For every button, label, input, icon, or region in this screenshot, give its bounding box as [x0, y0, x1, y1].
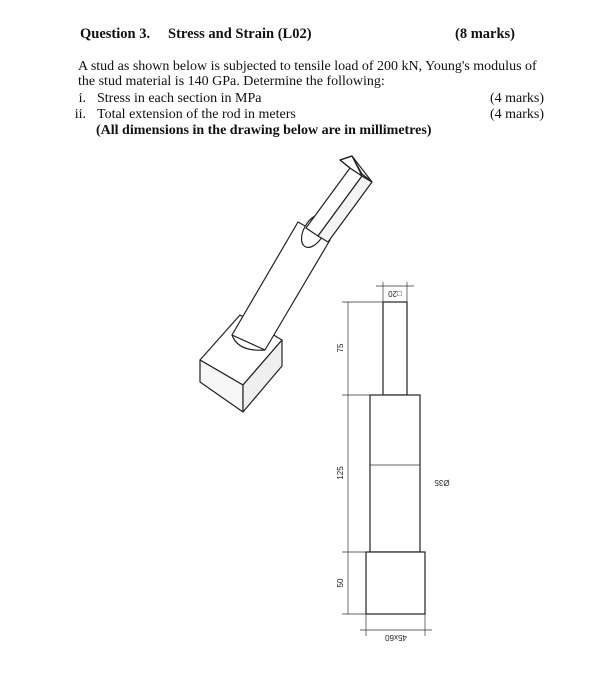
problem-line-1: A stud as shown below is subjected to tensile load of 200 kN, Young's modulus of [78, 59, 537, 74]
dim-diameter-middle: Ø35 [434, 478, 450, 487]
dim-top-square: □20 [388, 289, 402, 298]
item-2-marks: (4 marks) [490, 107, 545, 122]
question-title: Stress and Strain (L02) [168, 26, 312, 42]
dimensions-note: (All dimensions in the drawing below are in millimetres) [96, 123, 432, 138]
item-1-marks: (4 marks) [490, 91, 545, 106]
item-1-text: Stress in each section in MPa [97, 91, 262, 106]
orthographic-stud [366, 302, 425, 614]
bottom-section [366, 552, 425, 614]
item-1-numeral: i. [78, 91, 86, 106]
middle-section [370, 395, 420, 552]
dim-length-middle: 125 [336, 466, 345, 480]
question-marks: (8 marks) [455, 26, 516, 42]
dim-length-top: 75 [336, 343, 345, 353]
dim-length-bottom: 50 [336, 578, 345, 588]
top-section [383, 302, 407, 395]
item-2-numeral: ii. [74, 107, 86, 122]
question-number: Question 3. [80, 26, 151, 42]
dim-bottom-square: 45x60 [385, 633, 407, 642]
isometric-stud [200, 156, 372, 412]
item-2-text: Total extension of the rod in meters [97, 107, 296, 122]
problem-line-2: the stud material is 140 GPa. Determine the following: [78, 74, 385, 89]
